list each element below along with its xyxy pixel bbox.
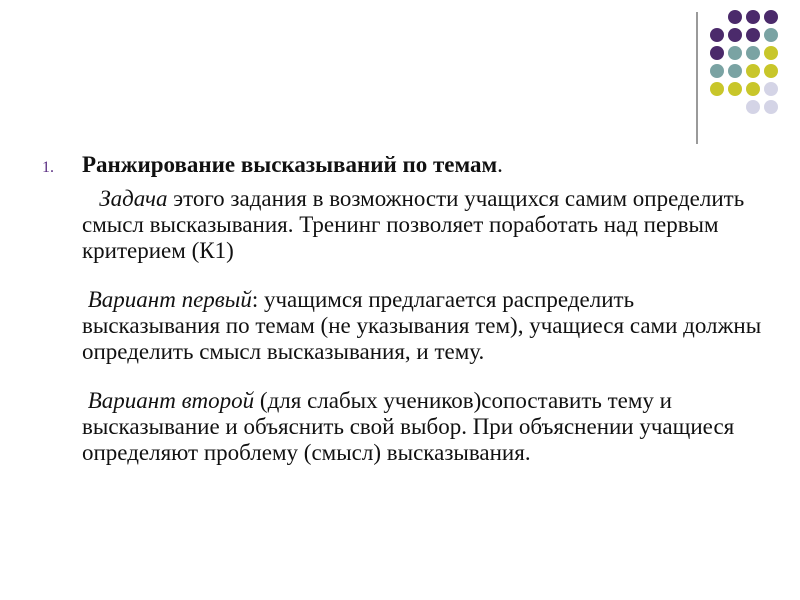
variant-one-text: : учащимся предлагается распределить высказывания по темам (не указывания тем), учащиеся сами должны определить смысл высказывания, и тему. (82, 287, 762, 364)
slide-content (42, 150, 762, 489)
divider-line (696, 12, 698, 144)
decoration-dot (728, 46, 742, 60)
variant-one-paragraph (82, 287, 762, 365)
decoration-dot (728, 82, 742, 96)
heading-end: . (497, 152, 503, 177)
dot-grid-decoration (710, 10, 778, 114)
decoration-dot (710, 10, 724, 24)
decoration-dot (746, 82, 760, 96)
decoration-dot (764, 82, 778, 96)
task-emphasis: Задача (99, 186, 168, 211)
decoration-dot (764, 46, 778, 60)
decoration-dot (764, 64, 778, 78)
decoration-dot (728, 64, 742, 78)
decoration-dot (746, 46, 760, 60)
decoration-dot (764, 100, 778, 114)
decoration-dot (746, 28, 760, 42)
decoration-dot (746, 100, 760, 114)
task-paragraph (82, 186, 762, 264)
list-item (42, 150, 762, 180)
decoration-dot (728, 10, 742, 24)
variant-two-text: (для слабых учеников)сопоставить тему и высказывание и объяснить свой выбор. При объяснении учащиеся определяют проблему (смысл) высказывания. (82, 388, 735, 465)
decoration-dot (710, 64, 724, 78)
decoration-dot (764, 10, 778, 24)
decoration-dot (746, 10, 760, 24)
decoration-dot (746, 64, 760, 78)
variant-two-emphasis: Вариант второй (87, 388, 255, 413)
task-text: этого задания в возможности учащихся самим определить смысл высказывания. Тренинг позволяет поработать над первым критерием (К1) (82, 186, 745, 263)
decoration-dot (710, 82, 724, 96)
item-heading (82, 150, 503, 180)
heading-text: Ранжирование высказываний по темам (82, 152, 498, 177)
decoration-dot (710, 100, 724, 114)
decoration-dot (710, 28, 724, 42)
decoration-dot (710, 46, 724, 60)
decoration-dot (728, 28, 742, 42)
decoration-dot (728, 100, 742, 114)
variant-two-paragraph (82, 388, 762, 466)
decoration-dot (764, 28, 778, 42)
variant-one-emphasis: Вариант первый (87, 287, 252, 312)
list-number: 1. (42, 159, 54, 176)
